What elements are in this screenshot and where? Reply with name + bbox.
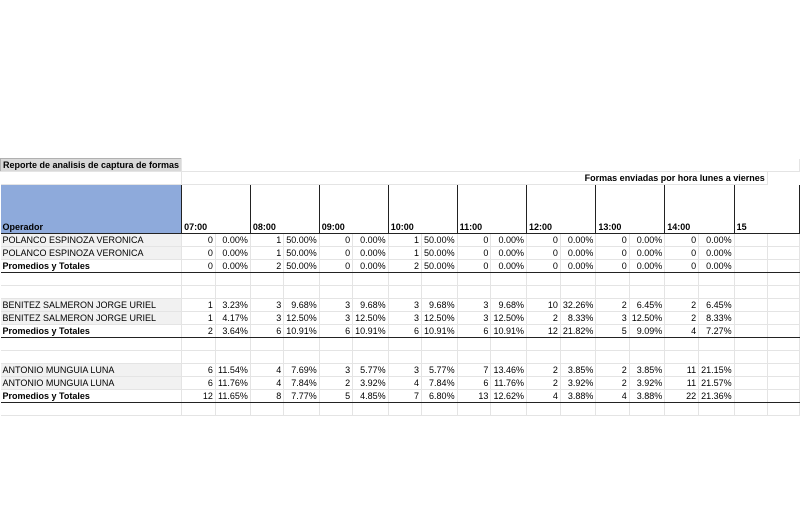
percent-cell[interactable]: 21.36% — [699, 390, 735, 403]
count-cell[interactable]: 11 — [665, 377, 699, 390]
percent-cell[interactable]: 5.77% — [353, 364, 389, 377]
percent-cell[interactable]: 0.00% — [491, 247, 527, 260]
count-cell[interactable]: 1 — [250, 247, 283, 260]
empty-cell[interactable] — [319, 403, 352, 416]
empty-cell[interactable] — [491, 403, 527, 416]
empty-cell[interactable] — [457, 338, 491, 351]
empty-cell[interactable] — [457, 273, 491, 286]
percent-cell[interactable]: 7.27% — [699, 325, 735, 338]
operator-name[interactable]: ANTONIO MUNGUIA LUNA — [1, 377, 182, 390]
percent-cell[interactable]: 10.91% — [284, 325, 320, 338]
count-cell[interactable]: 4 — [596, 390, 629, 403]
percent-cell[interactable]: 13.46% — [491, 364, 527, 377]
empty-cell[interactable] — [215, 286, 250, 299]
percent-cell[interactable]: 3.92% — [629, 377, 665, 390]
count-cell[interactable]: 11 — [665, 364, 699, 377]
empty-cell[interactable] — [699, 286, 735, 299]
count-cell[interactable]: 0 — [457, 247, 491, 260]
percent-cell[interactable]: 11.76% — [215, 377, 250, 390]
percent-cell[interactable]: 12.50% — [353, 312, 389, 325]
empty-cell[interactable] — [1, 286, 182, 299]
empty-cell[interactable] — [182, 286, 216, 299]
empty-cell[interactable] — [319, 338, 352, 351]
empty-cell[interactable] — [353, 403, 389, 416]
percent-cell[interactable]: 50.00% — [284, 247, 320, 260]
empty-cell[interactable] — [767, 273, 799, 286]
empty-cell[interactable] — [182, 403, 216, 416]
empty-cell[interactable] — [629, 273, 665, 286]
count-cell[interactable]: 1 — [388, 234, 421, 247]
empty-cell[interactable] — [665, 273, 699, 286]
empty-cell[interactable] — [353, 338, 389, 351]
percent-cell[interactable]: 50.00% — [422, 260, 458, 273]
count-cell[interactable]: 2 — [526, 377, 560, 390]
empty-cell[interactable] — [319, 351, 352, 364]
percent-cell[interactable]: 0.00% — [215, 260, 250, 273]
total-row — [1, 260, 800, 273]
empty-cell[interactable] — [388, 286, 421, 299]
count-cell[interactable]: 6 — [182, 364, 216, 377]
percent-cell[interactable]: 12.50% — [284, 312, 320, 325]
empty-cell[interactable] — [767, 299, 799, 312]
hour-header[interactable]: 13:00 — [596, 185, 665, 234]
empty-cell[interactable] — [319, 286, 352, 299]
percent-cell[interactable]: 10.91% — [491, 325, 527, 338]
percent-cell[interactable]: 11.76% — [491, 377, 527, 390]
empty-cell[interactable] — [560, 338, 596, 351]
empty-cell[interactable] — [734, 299, 767, 312]
hour-header[interactable]: 10:00 — [388, 185, 457, 234]
count-cell[interactable]: 4 — [526, 390, 560, 403]
operator-name[interactable]: POLANCO ESPINOZA VERONICA — [1, 247, 182, 260]
empty-cell[interactable] — [1, 172, 182, 185]
percent-cell[interactable]: 0.00% — [699, 247, 735, 260]
percent-cell[interactable]: 3.88% — [629, 390, 665, 403]
empty-cell[interactable] — [491, 273, 527, 286]
empty-cell[interactable] — [1, 338, 182, 351]
empty-cell[interactable] — [734, 338, 767, 351]
percent-cell[interactable]: 50.00% — [422, 247, 458, 260]
percent-cell[interactable]: 7.77% — [284, 390, 320, 403]
percent-cell[interactable]: 12.62% — [491, 390, 527, 403]
percent-cell[interactable]: 9.09% — [629, 325, 665, 338]
empty-cell[interactable] — [665, 403, 699, 416]
percent-cell[interactable]: 9.68% — [284, 299, 320, 312]
empty-cell[interactable] — [767, 234, 799, 247]
count-cell[interactable]: 6 — [319, 325, 352, 338]
percent-cell[interactable]: 50.00% — [284, 234, 320, 247]
count-cell[interactable]: 3 — [250, 299, 283, 312]
empty-cell[interactable] — [767, 364, 799, 377]
hour-header[interactable]: 09:00 — [319, 185, 388, 234]
empty-cell[interactable] — [182, 351, 216, 364]
empty-cell[interactable] — [629, 338, 665, 351]
empty-cell[interactable] — [215, 338, 250, 351]
hour-header[interactable]: 15 — [734, 185, 799, 234]
count-cell[interactable]: 22 — [665, 390, 699, 403]
count-cell[interactable]: 3 — [388, 364, 421, 377]
empty-cell[interactable] — [422, 338, 458, 351]
report-title[interactable]: Reporte de analisis de captura de formas — [1, 159, 182, 172]
hour-header[interactable]: 11:00 — [457, 185, 526, 234]
empty-cell[interactable] — [422, 351, 458, 364]
empty-cell[interactable] — [1, 403, 182, 416]
empty-cell[interactable] — [182, 273, 216, 286]
count-cell[interactable]: 4 — [388, 377, 421, 390]
empty-cell[interactable] — [734, 312, 767, 325]
empty-cell[interactable] — [734, 364, 767, 377]
empty-cell[interactable] — [284, 403, 320, 416]
count-cell[interactable]: 1 — [250, 234, 283, 247]
count-cell[interactable]: 12 — [526, 325, 560, 338]
percent-cell[interactable]: 50.00% — [284, 260, 320, 273]
count-cell[interactable]: 0 — [319, 247, 352, 260]
percent-cell[interactable]: 3.85% — [629, 364, 665, 377]
count-cell[interactable]: 2 — [596, 299, 629, 312]
empty-cell[interactable] — [250, 338, 283, 351]
operator-name[interactable]: ANTONIO MUNGUIA LUNA — [1, 364, 182, 377]
subtitle[interactable]: Formas enviadas por hora lunes a viernes — [182, 172, 768, 185]
count-cell[interactable]: 5 — [596, 325, 629, 338]
empty-cell[interactable] — [250, 351, 283, 364]
empty-cell[interactable] — [353, 286, 389, 299]
empty-cell[interactable] — [596, 338, 629, 351]
empty-cell[interactable] — [699, 351, 735, 364]
report-grid — [0, 158, 800, 416]
table-row — [1, 234, 800, 247]
empty-cell[interactable] — [629, 403, 665, 416]
blank-row — [1, 273, 800, 286]
empty-cell[interactable] — [457, 351, 491, 364]
percent-cell[interactable]: 0.00% — [629, 234, 665, 247]
empty-cell[interactable] — [353, 273, 389, 286]
empty-cell[interactable] — [699, 338, 735, 351]
empty-cell[interactable] — [491, 286, 527, 299]
count-cell[interactable]: 0 — [182, 260, 216, 273]
percent-cell[interactable]: 10.91% — [422, 325, 458, 338]
total-row — [1, 390, 800, 403]
blank-row — [1, 286, 800, 299]
percent-cell[interactable]: 21.15% — [699, 364, 735, 377]
count-cell[interactable]: 0 — [182, 247, 216, 260]
count-cell[interactable]: 13 — [457, 390, 491, 403]
count-cell[interactable]: 1 — [388, 247, 421, 260]
empty-cell[interactable] — [319, 273, 352, 286]
empty-cell[interactable] — [422, 273, 458, 286]
empty-cell[interactable] — [250, 273, 283, 286]
empty-cell[interactable] — [215, 351, 250, 364]
hour-header[interactable]: 08:00 — [250, 185, 319, 234]
count-cell[interactable]: 3 — [319, 299, 352, 312]
empty-cell[interactable] — [596, 286, 629, 299]
empty-cell[interactable] — [457, 286, 491, 299]
percent-cell[interactable]: 0.00% — [215, 247, 250, 260]
total-label[interactable]: Promedios y Totales — [1, 260, 182, 273]
count-cell[interactable]: 1 — [182, 299, 216, 312]
operator-header[interactable]: Operador — [1, 185, 182, 234]
empty-cell[interactable] — [734, 286, 767, 299]
percent-cell[interactable]: 0.00% — [560, 260, 596, 273]
count-cell[interactable]: 2 — [665, 312, 699, 325]
total-row — [1, 325, 800, 338]
count-cell[interactable]: 8 — [250, 390, 283, 403]
count-cell[interactable]: 3 — [319, 312, 352, 325]
percent-cell[interactable]: 50.00% — [422, 234, 458, 247]
percent-cell[interactable]: 0.00% — [491, 260, 527, 273]
empty-cell[interactable] — [767, 403, 799, 416]
empty-cell[interactable] — [767, 312, 799, 325]
percent-cell[interactable]: 7.84% — [284, 377, 320, 390]
count-cell[interactable]: 2 — [596, 377, 629, 390]
empty-cell[interactable] — [734, 351, 767, 364]
total-label[interactable]: Promedios y Totales — [1, 390, 182, 403]
count-cell[interactable]: 3 — [596, 312, 629, 325]
percent-cell[interactable]: 0.00% — [560, 247, 596, 260]
percent-cell[interactable]: 0.00% — [699, 260, 735, 273]
empty-cell[interactable] — [767, 325, 799, 338]
empty-cell[interactable] — [665, 351, 699, 364]
percent-cell[interactable]: 3.88% — [560, 390, 596, 403]
percent-cell[interactable]: 11.54% — [215, 364, 250, 377]
count-cell[interactable]: 2 — [250, 260, 283, 273]
empty-cell[interactable] — [526, 403, 560, 416]
empty-cell[interactable] — [734, 325, 767, 338]
empty-cell[interactable] — [665, 286, 699, 299]
table-row — [1, 364, 800, 377]
percent-cell[interactable]: 7.69% — [284, 364, 320, 377]
empty-cell[interactable] — [526, 338, 560, 351]
operator-name[interactable]: BENITEZ SALMERON JORGE URIEL — [1, 299, 182, 312]
empty-cell[interactable] — [734, 260, 767, 273]
spreadsheet — [0, 158, 800, 416]
count-cell[interactable]: 0 — [457, 260, 491, 273]
empty-cell[interactable] — [767, 377, 799, 390]
empty-cell[interactable] — [250, 286, 283, 299]
count-cell[interactable]: 5 — [319, 390, 352, 403]
empty-cell[interactable] — [767, 351, 799, 364]
percent-cell[interactable]: 10.91% — [353, 325, 389, 338]
empty-cell[interactable] — [388, 338, 421, 351]
percent-cell[interactable]: 6.45% — [629, 299, 665, 312]
empty-cell[interactable] — [284, 351, 320, 364]
percent-cell[interactable]: 3.92% — [560, 377, 596, 390]
percent-cell[interactable]: 0.00% — [491, 234, 527, 247]
percent-cell[interactable]: 3.23% — [215, 299, 250, 312]
count-cell[interactable]: 0 — [596, 234, 629, 247]
empty-cell[interactable] — [560, 403, 596, 416]
count-cell[interactable]: 3 — [388, 299, 421, 312]
percent-cell[interactable]: 0.00% — [353, 234, 389, 247]
percent-cell[interactable]: 0.00% — [629, 247, 665, 260]
empty-cell[interactable] — [182, 159, 800, 172]
operator-name[interactable]: BENITEZ SALMERON JORGE URIEL — [1, 312, 182, 325]
blank-row — [1, 338, 800, 351]
count-cell[interactable]: 0 — [665, 234, 699, 247]
operator-name[interactable]: POLANCO ESPINOZA VERONICA — [1, 234, 182, 247]
count-cell[interactable]: 0 — [526, 247, 560, 260]
count-cell[interactable]: 2 — [319, 377, 352, 390]
percent-cell[interactable]: 4.85% — [353, 390, 389, 403]
count-cell[interactable]: 1 — [182, 312, 216, 325]
percent-cell[interactable]: 0.00% — [353, 247, 389, 260]
empty-cell[interactable] — [767, 390, 799, 403]
percent-cell[interactable]: 8.33% — [699, 312, 735, 325]
empty-cell[interactable] — [596, 273, 629, 286]
percent-cell[interactable]: 3.92% — [353, 377, 389, 390]
hour-header[interactable]: 14:00 — [665, 185, 734, 234]
percent-cell[interactable]: 7.84% — [422, 377, 458, 390]
empty-cell[interactable] — [491, 351, 527, 364]
count-cell[interactable]: 6 — [457, 377, 491, 390]
count-cell[interactable]: 0 — [596, 247, 629, 260]
count-cell[interactable]: 0 — [526, 260, 560, 273]
empty-cell[interactable] — [734, 390, 767, 403]
percent-cell[interactable]: 0.00% — [215, 234, 250, 247]
blank-row — [1, 351, 800, 364]
count-cell[interactable]: 3 — [457, 312, 491, 325]
percent-cell[interactable]: 21.57% — [699, 377, 735, 390]
count-cell[interactable]: 0 — [526, 234, 560, 247]
count-cell[interactable]: 0 — [596, 260, 629, 273]
empty-cell[interactable] — [560, 351, 596, 364]
count-cell[interactable]: 12 — [182, 390, 216, 403]
count-cell[interactable]: 2 — [526, 364, 560, 377]
table-row — [1, 312, 800, 325]
percent-cell[interactable]: 6.80% — [422, 390, 458, 403]
empty-cell[interactable] — [388, 351, 421, 364]
title-row — [1, 159, 800, 172]
empty-cell[interactable] — [734, 247, 767, 260]
count-cell[interactable]: 2 — [388, 260, 421, 273]
empty-cell[interactable] — [629, 286, 665, 299]
empty-cell[interactable] — [767, 247, 799, 260]
percent-cell[interactable]: 6.45% — [699, 299, 735, 312]
percent-cell[interactable]: 12.50% — [629, 312, 665, 325]
count-cell[interactable]: 7 — [388, 390, 421, 403]
count-cell[interactable]: 4 — [250, 364, 283, 377]
hour-header[interactable]: 07:00 — [182, 185, 251, 234]
count-cell[interactable]: 0 — [665, 260, 699, 273]
count-cell[interactable]: 6 — [250, 325, 283, 338]
percent-cell[interactable]: 4.17% — [215, 312, 250, 325]
subtitle-row — [1, 172, 800, 185]
count-cell[interactable]: 2 — [665, 299, 699, 312]
empty-cell[interactable] — [734, 273, 767, 286]
count-cell[interactable]: 6 — [457, 325, 491, 338]
table-row — [1, 299, 800, 312]
count-cell[interactable]: 0 — [319, 260, 352, 273]
empty-cell[interactable] — [526, 286, 560, 299]
percent-cell[interactable]: 11.65% — [215, 390, 250, 403]
percent-cell[interactable]: 12.50% — [491, 312, 527, 325]
empty-cell[interactable] — [1, 273, 182, 286]
empty-cell[interactable] — [457, 403, 491, 416]
count-cell[interactable]: 10 — [526, 299, 560, 312]
empty-cell[interactable] — [629, 351, 665, 364]
empty-cell[interactable] — [767, 286, 799, 299]
percent-cell[interactable]: 3.64% — [215, 325, 250, 338]
empty-cell[interactable] — [422, 286, 458, 299]
percent-cell[interactable]: 12.50% — [422, 312, 458, 325]
empty-cell[interactable] — [734, 403, 767, 416]
count-cell[interactable]: 3 — [388, 312, 421, 325]
header-row — [1, 185, 800, 234]
empty-cell[interactable] — [699, 273, 735, 286]
empty-cell[interactable] — [388, 403, 421, 416]
empty-cell[interactable] — [215, 273, 250, 286]
percent-cell[interactable]: 0.00% — [699, 234, 735, 247]
count-cell[interactable]: 3 — [250, 312, 283, 325]
empty-cell[interactable] — [665, 338, 699, 351]
empty-cell[interactable] — [560, 273, 596, 286]
count-cell[interactable]: 0 — [457, 234, 491, 247]
empty-cell[interactable] — [734, 377, 767, 390]
empty-cell[interactable] — [491, 338, 527, 351]
blank-row — [1, 403, 800, 416]
count-cell[interactable]: 3 — [457, 299, 491, 312]
empty-cell[interactable] — [596, 403, 629, 416]
percent-cell[interactable]: 9.68% — [422, 299, 458, 312]
empty-cell[interactable] — [182, 338, 216, 351]
percent-cell[interactable]: 0.00% — [353, 260, 389, 273]
hour-header[interactable]: 12:00 — [526, 185, 595, 234]
empty-cell[interactable] — [734, 234, 767, 247]
empty-cell[interactable] — [284, 273, 320, 286]
count-cell[interactable]: 2 — [182, 325, 216, 338]
empty-cell[interactable] — [767, 338, 799, 351]
empty-cell[interactable] — [215, 403, 250, 416]
percent-cell[interactable]: 0.00% — [560, 234, 596, 247]
percent-cell[interactable]: 8.33% — [560, 312, 596, 325]
empty-cell[interactable] — [284, 338, 320, 351]
percent-cell[interactable]: 9.68% — [353, 299, 389, 312]
count-cell[interactable]: 3 — [319, 364, 352, 377]
count-cell[interactable]: 2 — [596, 364, 629, 377]
empty-cell[interactable] — [250, 403, 283, 416]
empty-cell[interactable] — [422, 403, 458, 416]
percent-cell[interactable]: 21.82% — [560, 325, 596, 338]
count-cell[interactable]: 6 — [388, 325, 421, 338]
count-cell[interactable]: 7 — [457, 364, 491, 377]
count-cell[interactable]: 0 — [319, 234, 352, 247]
count-cell[interactable]: 6 — [182, 377, 216, 390]
count-cell[interactable]: 2 — [526, 312, 560, 325]
count-cell[interactable]: 4 — [250, 377, 283, 390]
empty-cell[interactable] — [767, 260, 799, 273]
empty-cell[interactable] — [699, 403, 735, 416]
empty-cell[interactable] — [526, 273, 560, 286]
count-cell[interactable]: 0 — [665, 247, 699, 260]
empty-cell[interactable] — [560, 286, 596, 299]
table-row — [1, 377, 800, 390]
empty-cell[interactable] — [526, 351, 560, 364]
percent-cell[interactable]: 5.77% — [422, 364, 458, 377]
count-cell[interactable]: 4 — [665, 325, 699, 338]
percent-cell[interactable]: 9.68% — [491, 299, 527, 312]
empty-cell[interactable] — [388, 273, 421, 286]
table-row — [1, 247, 800, 260]
empty-cell[interactable] — [596, 351, 629, 364]
percent-cell[interactable]: 32.26% — [560, 299, 596, 312]
total-label[interactable]: Promedios y Totales — [1, 325, 182, 338]
percent-cell[interactable]: 0.00% — [629, 260, 665, 273]
empty-cell[interactable] — [1, 351, 182, 364]
empty-cell[interactable] — [353, 351, 389, 364]
count-cell[interactable]: 0 — [182, 234, 216, 247]
empty-cell[interactable] — [284, 286, 320, 299]
percent-cell[interactable]: 3.85% — [560, 364, 596, 377]
